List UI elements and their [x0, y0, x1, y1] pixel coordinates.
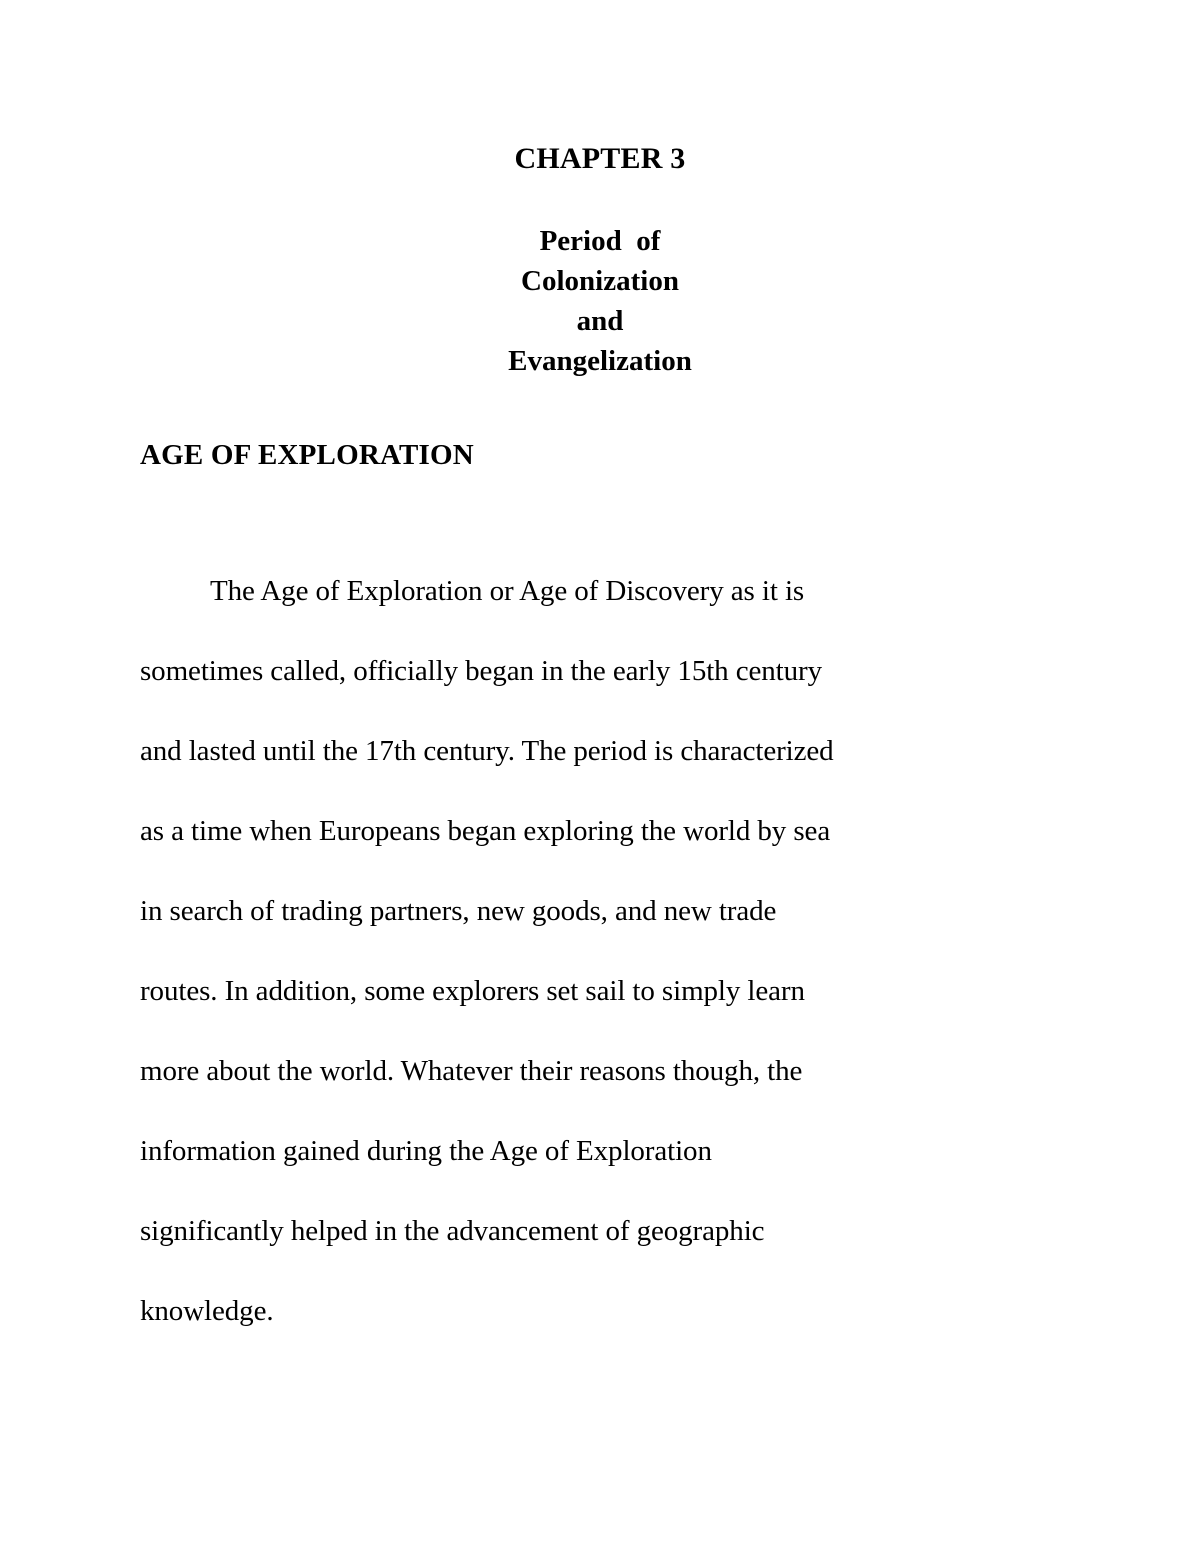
chapter-number: CHAPTER 3 [514, 142, 686, 175]
chapter-title [0, 221, 1200, 381]
body-line-10: knowledge. [140, 1295, 274, 1327]
chapter-title-line-3: and [576, 305, 624, 337]
body-line-5: in search of trading partners, new goods, and new trade [140, 895, 777, 927]
body-line-4: as a time when Europeans began exploring the world by sea [140, 815, 831, 847]
body-line-2: sometimes called, officially began in the early 15th century [140, 655, 822, 687]
body-line-6: routes. In addition, some explorers set sail to simply learn [140, 975, 805, 1007]
body-paragraph [140, 551, 1030, 1351]
section-heading: AGE OF EXPLORATION [140, 439, 474, 471]
chapter-title-line-4: Evangelization [508, 345, 692, 377]
body-line-9: significantly helped in the advancement of geographic [140, 1215, 765, 1247]
chapter-title-line-2: Colonization [521, 265, 679, 297]
chapter-title-block [0, 139, 1200, 381]
body-line-1: The Age of Exploration or Age of Discovery as it is [210, 575, 805, 607]
chapter-title-line-1: Period of [539, 225, 661, 257]
body-line-8: information gained during the Age of Exploration [140, 1135, 712, 1167]
body-line-3: and lasted until the 17th century. The period is characterized [140, 735, 834, 767]
body-line-7: more about the world. Whatever their reasons though, the [140, 1055, 803, 1087]
